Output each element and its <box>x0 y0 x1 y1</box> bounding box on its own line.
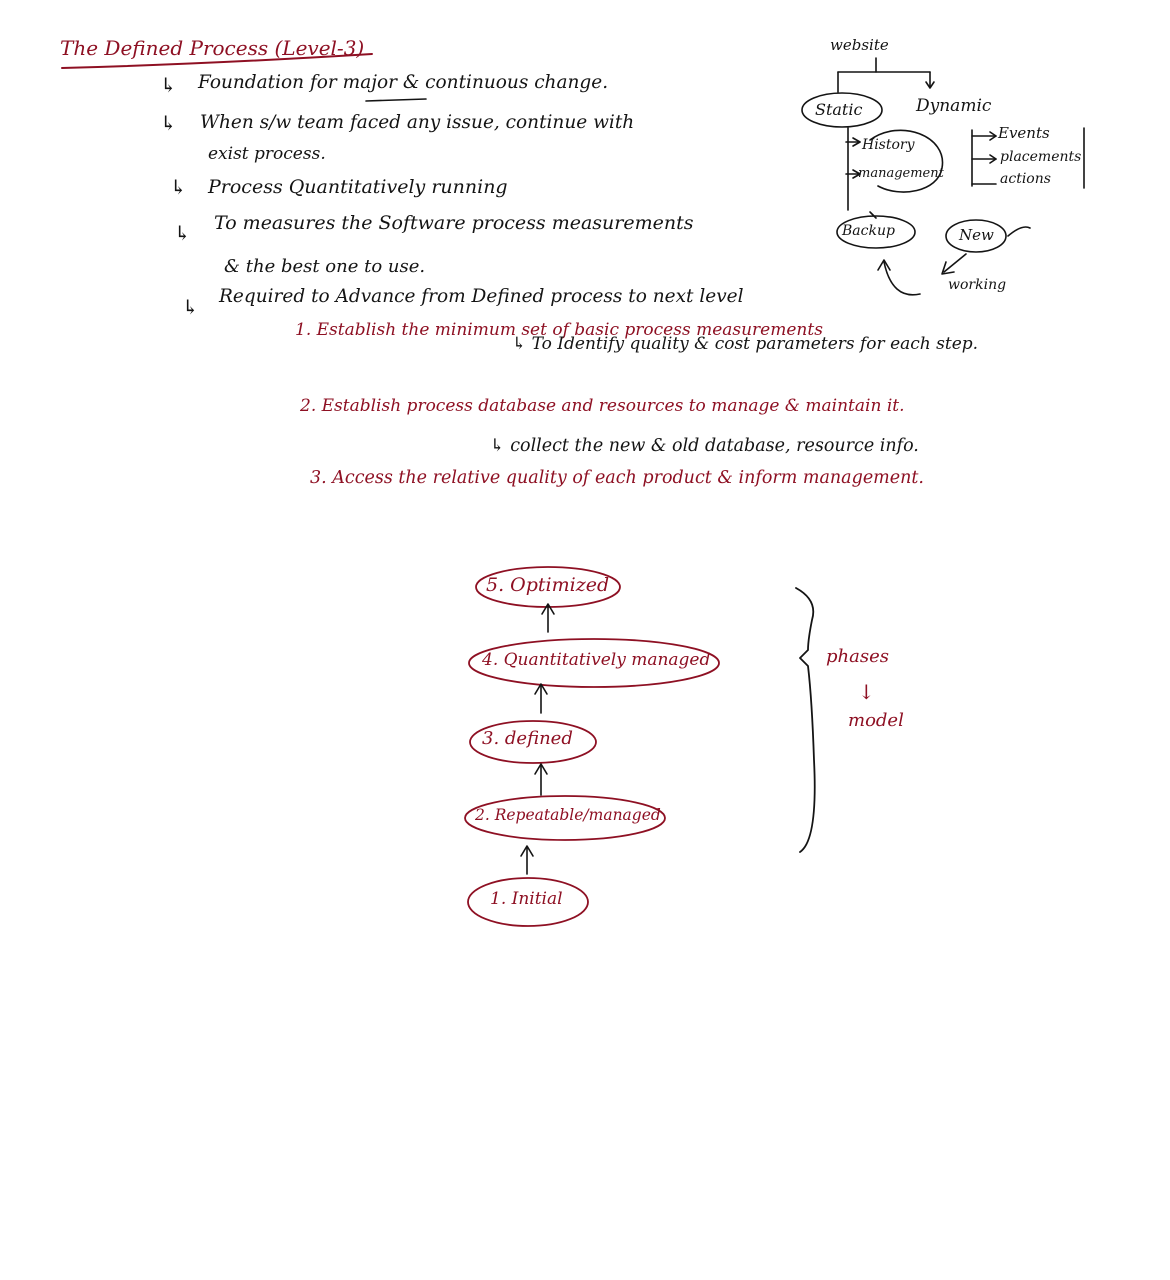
note-text: To measures the Software process measurements <box>214 212 694 234</box>
level-optimized: 5. Optimized <box>486 574 610 596</box>
phases-label: phases <box>826 646 889 667</box>
page-title: The Defined Process (Level-3) <box>60 36 365 60</box>
note-arrow-icon: ↳ <box>182 295 199 319</box>
step-subnote: ↳ collect the new & old database, resource info. <box>490 436 919 456</box>
note-arrow-icon: ↳ <box>160 73 177 97</box>
note-text: & the best one to use. <box>224 256 426 277</box>
level-initial: 1. Initial <box>490 889 563 909</box>
note-arrow-icon: ↳ <box>170 175 187 199</box>
note-text: exist process. <box>208 144 326 164</box>
events-label: Events <box>998 124 1050 142</box>
website-label: website <box>830 36 889 54</box>
placements-label: placements <box>1000 149 1082 165</box>
dynamic-label: Dynamic <box>916 96 992 116</box>
phases-brace <box>796 588 815 852</box>
major-underline <box>366 99 426 101</box>
note-arrow-icon: ↳ <box>174 221 191 245</box>
step-text: 1. Establish the minimum set of basic process measurements <box>295 320 823 340</box>
note-text: Required to Advance from Defined process to next level <box>219 286 744 307</box>
backup-return-arrow <box>884 262 920 295</box>
note-text: When s/w team faced any issue, continue with <box>200 112 635 133</box>
step-subnote: ↳ To Identify quality & cost parameters for each step. <box>512 334 979 354</box>
level-repeatable-managed: 2. Repeatable/managed <box>475 806 661 824</box>
level-quantitatively-managed: 4. Quantitatively managed <box>482 650 711 670</box>
history-label: History <box>862 137 915 153</box>
management-label: management <box>858 166 944 181</box>
note-arrow-icon: ↳ <box>160 111 177 135</box>
step-text: 3. Access the relative quality of each product & inform management. <box>310 468 924 488</box>
step-text: 2. Establish process database and resources to manage & maintain it. <box>300 396 905 416</box>
model-label: model <box>848 710 904 731</box>
new-label: New <box>959 226 994 244</box>
working-label: working <box>948 277 1007 293</box>
actions-label: actions <box>1000 171 1051 187</box>
note-text: Foundation for major & continuous change. <box>198 72 609 93</box>
level-defined: 3. defined <box>482 728 573 749</box>
backup-label: Backup <box>842 223 895 239</box>
static-label: Static <box>815 100 863 119</box>
down-arrow-icon: ↓ <box>858 680 875 704</box>
note-text: Process Quantitatively running <box>208 176 508 198</box>
